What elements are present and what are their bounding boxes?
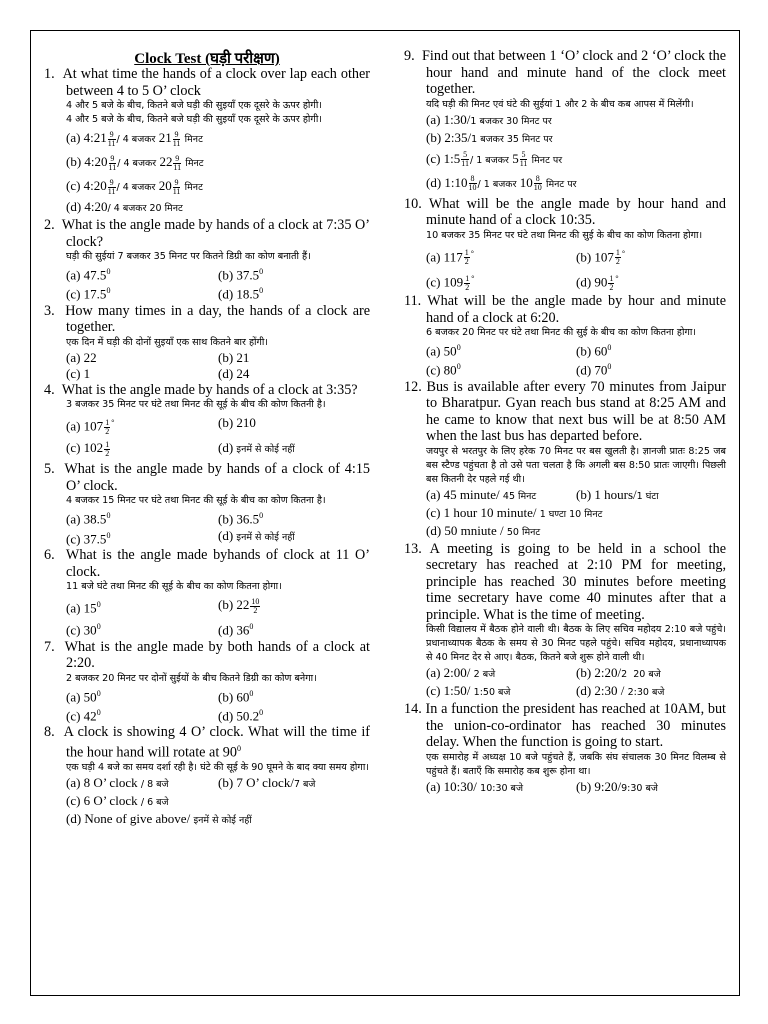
question-number: 8. [44, 724, 55, 741]
option-d: (d) 50.2$^0$ [218, 708, 264, 724]
option-c: (c) 6 O’ clock / 6 बजे [66, 793, 169, 809]
question-hindi: 3 बजकर 35 मिनट पर घंटे तथा मिनट की सूई के बीच की कोण कितनी है। [66, 399, 326, 411]
question-text: What will be the angle made by hour hand and minute hand of a clock 10:35. [426, 195, 726, 228]
question-hindi: 4 और 5 बजे के बीच, कितने बजे घड़ी की सुइयाँ एक दूसरे के ऊपर होगी। [66, 100, 322, 111]
option-b: (b) $60^0$ [218, 688, 254, 705]
right-column [404, 48, 726, 797]
option-c: (c) $80^0$ [426, 362, 461, 378]
question-text: What is the angle made byhands of clock at 11 O’ clock. [65, 547, 370, 580]
option-d: (d) इनमें से कोई नहीं [218, 440, 295, 456]
question-text: What is the angle made by hands of a clock of 4:15 O’ clock. [64, 461, 371, 494]
question-3 [44, 303, 370, 382]
option-b: (b) 22 $\frac{10}{2}$ [218, 596, 260, 615]
option-b: (b) 7 O’ clock/7 बजे [218, 775, 316, 791]
question-hindi: एक घड़ी 4 बजे का समय दर्शा रही है। घंटे की सूई के 90 घूमने के बाद क्या समय होगा। [66, 762, 369, 774]
option-b: (b) 107 $\frac{1}{2}$ ° [576, 248, 626, 267]
question-11 [404, 293, 726, 379]
option-c: (c) 1 hour 10 minute/ 1 घण्टा 10 मिनट [426, 504, 603, 520]
question-hindi-repeat: 4 और 5 बजे के बीच, कितने बजे घड़ी की सुइयाँ एक दूसरे के ऊपर होगी। [66, 114, 322, 125]
option-d: (d) None of give above/ इनमें से कोई नहीं [66, 811, 252, 827]
question-hindi: 10 बजकर 35 मिनट पर घंटे तथा मिनट की सुई के बीच का कोण कितना होगा। [426, 229, 703, 241]
option-c: (c) 102 $\frac{1}{2}$ [66, 440, 110, 458]
question-text: At what time the hands of a clock over lap each other between 4 to 5 O’ clock [62, 66, 371, 99]
question-number: 7. [44, 638, 55, 655]
option-b: (b) 21 [218, 349, 250, 365]
option-a: (a) 117 $\frac{1}{2}$ ° [426, 248, 474, 267]
question-text: A meeting is going to be held in a school the secretary has reached at 2:10 PM for meeting, principle has reached 30 minutes before meeting time secretary have come 40 minutes after that a principle. What is the time of meeting. [426, 540, 726, 623]
question-12 [404, 379, 726, 541]
option-a: (a) $50^0$ [426, 343, 461, 359]
question-10 [404, 196, 726, 294]
option-a: (a) $15^0$ [66, 600, 101, 616]
question-text: In a function the president has reached at 10AM, but the union-co-ordinator has reached 30 minutes delay. When the function is going to start. [425, 701, 727, 751]
option-a: (a) 2:00/ 2 बजे [426, 665, 496, 681]
question-text: A clock is showing 4 O’ clock. What will the time if the hour hand will rotate at 90 [63, 724, 371, 761]
question-hindi: घड़ी की सुईयां 7 बजकर 35 मिनट पर कितने डिग्री का कोण बनाती हैं। [66, 251, 311, 262]
question-13 [404, 541, 726, 702]
question-2 [44, 217, 370, 303]
option-d: (d) 4:20/ 4 बजकर 20 मिनट [66, 199, 183, 214]
option-c: (c) $30^0$ [66, 622, 101, 638]
question-hindi: एक समारोह में अध्यक्ष 10 बजे पहुंचते हैं, जबकि संघ संचालक 30 मिनट विलम्ब से पहुंचते हैं। बताएँ कि समारोह कब शुरू होना था। [426, 751, 726, 777]
option-b: (b) 37.5$^0$ [218, 267, 264, 283]
question-hindi: 2 बजकर 20 मिनट पर दोनों सुईयों के बीच कितने डिग्री का कोण बनेगा। [66, 672, 317, 684]
option-b: (b) 1 hours/1 घंटा [576, 486, 659, 502]
question-number: 1. [44, 66, 55, 82]
option-d: (d) 2:30 / 2:30 बजे [576, 683, 665, 699]
option-c: (c) 37.5$^0$ [66, 530, 111, 547]
question-hindi: 4 बजकर 15 मिनट पर घंटे तथा मिनट की सूई के बीच का कोण कितना है। [66, 495, 326, 507]
option-b: (b) 4:20 $\frac{9}{11}$ / 4 बजकर 22 $\frac{9}{11}$ मिनट [66, 153, 204, 172]
option-c: (c) 1:50/ 1:50 बजे [426, 683, 511, 699]
question-hindi: किसी विद्यालय में बैठक होने वाली थी। बैठक के लिए सचिव महोदय 2:10 बजे पहुंचे। प्रधानाध्यापक बैठक के समय से 30 मिनट पहले पहुंचे। सचिव महोदय, प्रधानाध्यापक से 40 मिनट देर से आए। बैठक, कितने बजे शुरू होने वाली थी। [426, 624, 726, 664]
question-text: What is the angle made by hands of a clock at 7:35 O’ clock? [61, 217, 370, 250]
question-number: 13. [404, 540, 422, 557]
question-number: 14. [404, 701, 422, 718]
option-a: (a) 45 minute/ 45 मिनट [426, 486, 537, 502]
question-hindi: 6 बजकर 20 मिनट पर घंटे तथा मिनट की सुई के बीच का कोण कितना होगा। [426, 327, 697, 339]
option-a: (a) 10:30/ 10:30 बजे [426, 778, 524, 794]
question-hindi: 11 बजे घंटे तथा मिनट की सूई के बीच का कोण कितना होगा। [66, 581, 282, 593]
question-number: 3. [44, 302, 55, 319]
option-c: (c) 4:20 $\frac{9}{11}$ / 4 बजकर 20 $\frac{9}{11}$ मिनट [66, 177, 203, 196]
option-c: (c) 1:5 $\frac{5}{11}$ / 1 बजकर 5 $\frac{5}{11}$ मिनट पर [426, 150, 563, 169]
option-b: (b) 2:35/1 बजकर 35 मिनट पर [426, 129, 553, 145]
question-text: How many times in a day, the hands of a clock are together. [65, 302, 371, 336]
question-hindi: जयपुर से भरतपुर के लिए हरेक 70 मिनट पर बस खुलती है। ज्ञानजी प्रातः 8:25 जब बस स्टैण्ड पहुंचता है तो उसे पता चलता है कि अगली बस 8:50 प्रातः जाएगी। पिछली बस कितनी देर पहले गई थी। [426, 445, 726, 485]
option-d: (d) $36^0$ [218, 622, 254, 638]
option-d: (d) 24 [218, 365, 250, 381]
question-hindi: यदि घड़ी की मिनट एवं घंटे की सुईयां 1 और 2 के बीच कब आपस में मिलेंगी। [426, 98, 694, 110]
question-number: 11. [404, 293, 422, 310]
question-text: What will be the angle made by hour and minute hand of a clock at 6:20. [426, 293, 727, 326]
question-number: 2. [44, 217, 55, 233]
option-a: (a) 8 O’ clock / 8 बजे [66, 775, 169, 791]
question-number: 9. [404, 48, 415, 64]
option-d: (d) इनमें से कोई नहीं [218, 527, 295, 543]
question-6 [44, 547, 370, 639]
option-d: (d) 1:10 $\frac{8}{10}$ / 1 बजकर 10 $\frac{8}{10}$ मिनट पर [426, 174, 577, 193]
option-b: (b) $60^0$ [576, 343, 612, 359]
option-c: (c) 17.5$^0$ [66, 286, 111, 302]
option-d: (d) 50 mniute / 50 मिनट [426, 522, 541, 538]
question-number: 6. [44, 547, 55, 564]
question-text: What is the angle made by hands of a clock at 3:35? [61, 381, 358, 398]
option-b: (b) 36.5$^0$ [218, 511, 264, 527]
option-a: (a) 47.5$^0$ [66, 267, 111, 283]
question-1 [44, 66, 370, 217]
question-7 [44, 639, 370, 725]
question-hindi: एक दिन में घड़ी की दोनों सुइयाँ एक साथ कितने बार होंगी। [66, 336, 269, 348]
option-d: (d) 18.5$^0$ [218, 286, 264, 302]
option-a: (a) $50^0$ [66, 688, 101, 705]
left-column [44, 48, 370, 829]
question-text: What is the angle made by both hands of a clock at 2:20. [64, 638, 370, 672]
option-c: (c) 109 $\frac{1}{2}$ ° [426, 273, 475, 292]
option-a: (a) 1:30/1 बजकर 30 मिनट पर [426, 111, 552, 127]
question-4 [44, 382, 370, 462]
question-14 [404, 701, 726, 797]
option-d: (d) $70^0$ [576, 362, 612, 378]
question-text: Bus is available after every 70 minutes from Jaipur to Bharatpur. Gyan reach bus stand at 8:25 AM and he came to know that next bus will be at 8:50 AM when the last bus has departed before. [426, 378, 726, 445]
question-8: 8. A clock is showing 4 O’ clock. What will the time if the hour hand will rotate at $90^0$ एक घड़ी 4 बजे का समय दर्शा रही है। घंटे की सूई के 90 घूमने के बाद क्या समय होगा। (a) 8 O’ clock / 8 बजे (b) 7 O’ clock/7 बजे (c) 6 O’ clock / 6 बजे (d) None of give above/ इनमें से कोई नहीं [44, 724, 370, 829]
question-9 [404, 48, 726, 196]
question-number: 10. [404, 195, 422, 212]
option-b: (b) 2:20/2 20 बजे [576, 665, 661, 681]
option-c: (c) 1 [66, 365, 91, 381]
option-a: (a) 107 $\frac{1}{2}$ ° [66, 418, 115, 436]
question-text: Find out that between 1 ‘O’ clock and 2 ‘O’ clock the hour hand and minute hand of the clock meet together. [422, 48, 726, 97]
option-a: (a) 22 [66, 349, 97, 365]
question-number: 4. [44, 381, 55, 398]
question-number: 5. [44, 461, 55, 478]
question-number: 12. [404, 378, 422, 395]
question-5 [44, 461, 370, 547]
option-d: (d) 90 $\frac{1}{2}$ ° [576, 273, 619, 292]
option-b: (b) 210 [218, 415, 256, 431]
page-title: Clock Test (घड़ी परीक्षण) [134, 51, 280, 67]
option-c: (c) $42^0$ [66, 708, 101, 724]
option-a: (a) 38.5$^0$ [66, 511, 111, 527]
option-a: (a) 4:21 $\frac{9}{11}$ / 4 बजकर 21 $\frac{9}{11}$ मिनट [66, 129, 203, 148]
option-b: (b) 9:20/9:30 बजे [576, 778, 658, 794]
